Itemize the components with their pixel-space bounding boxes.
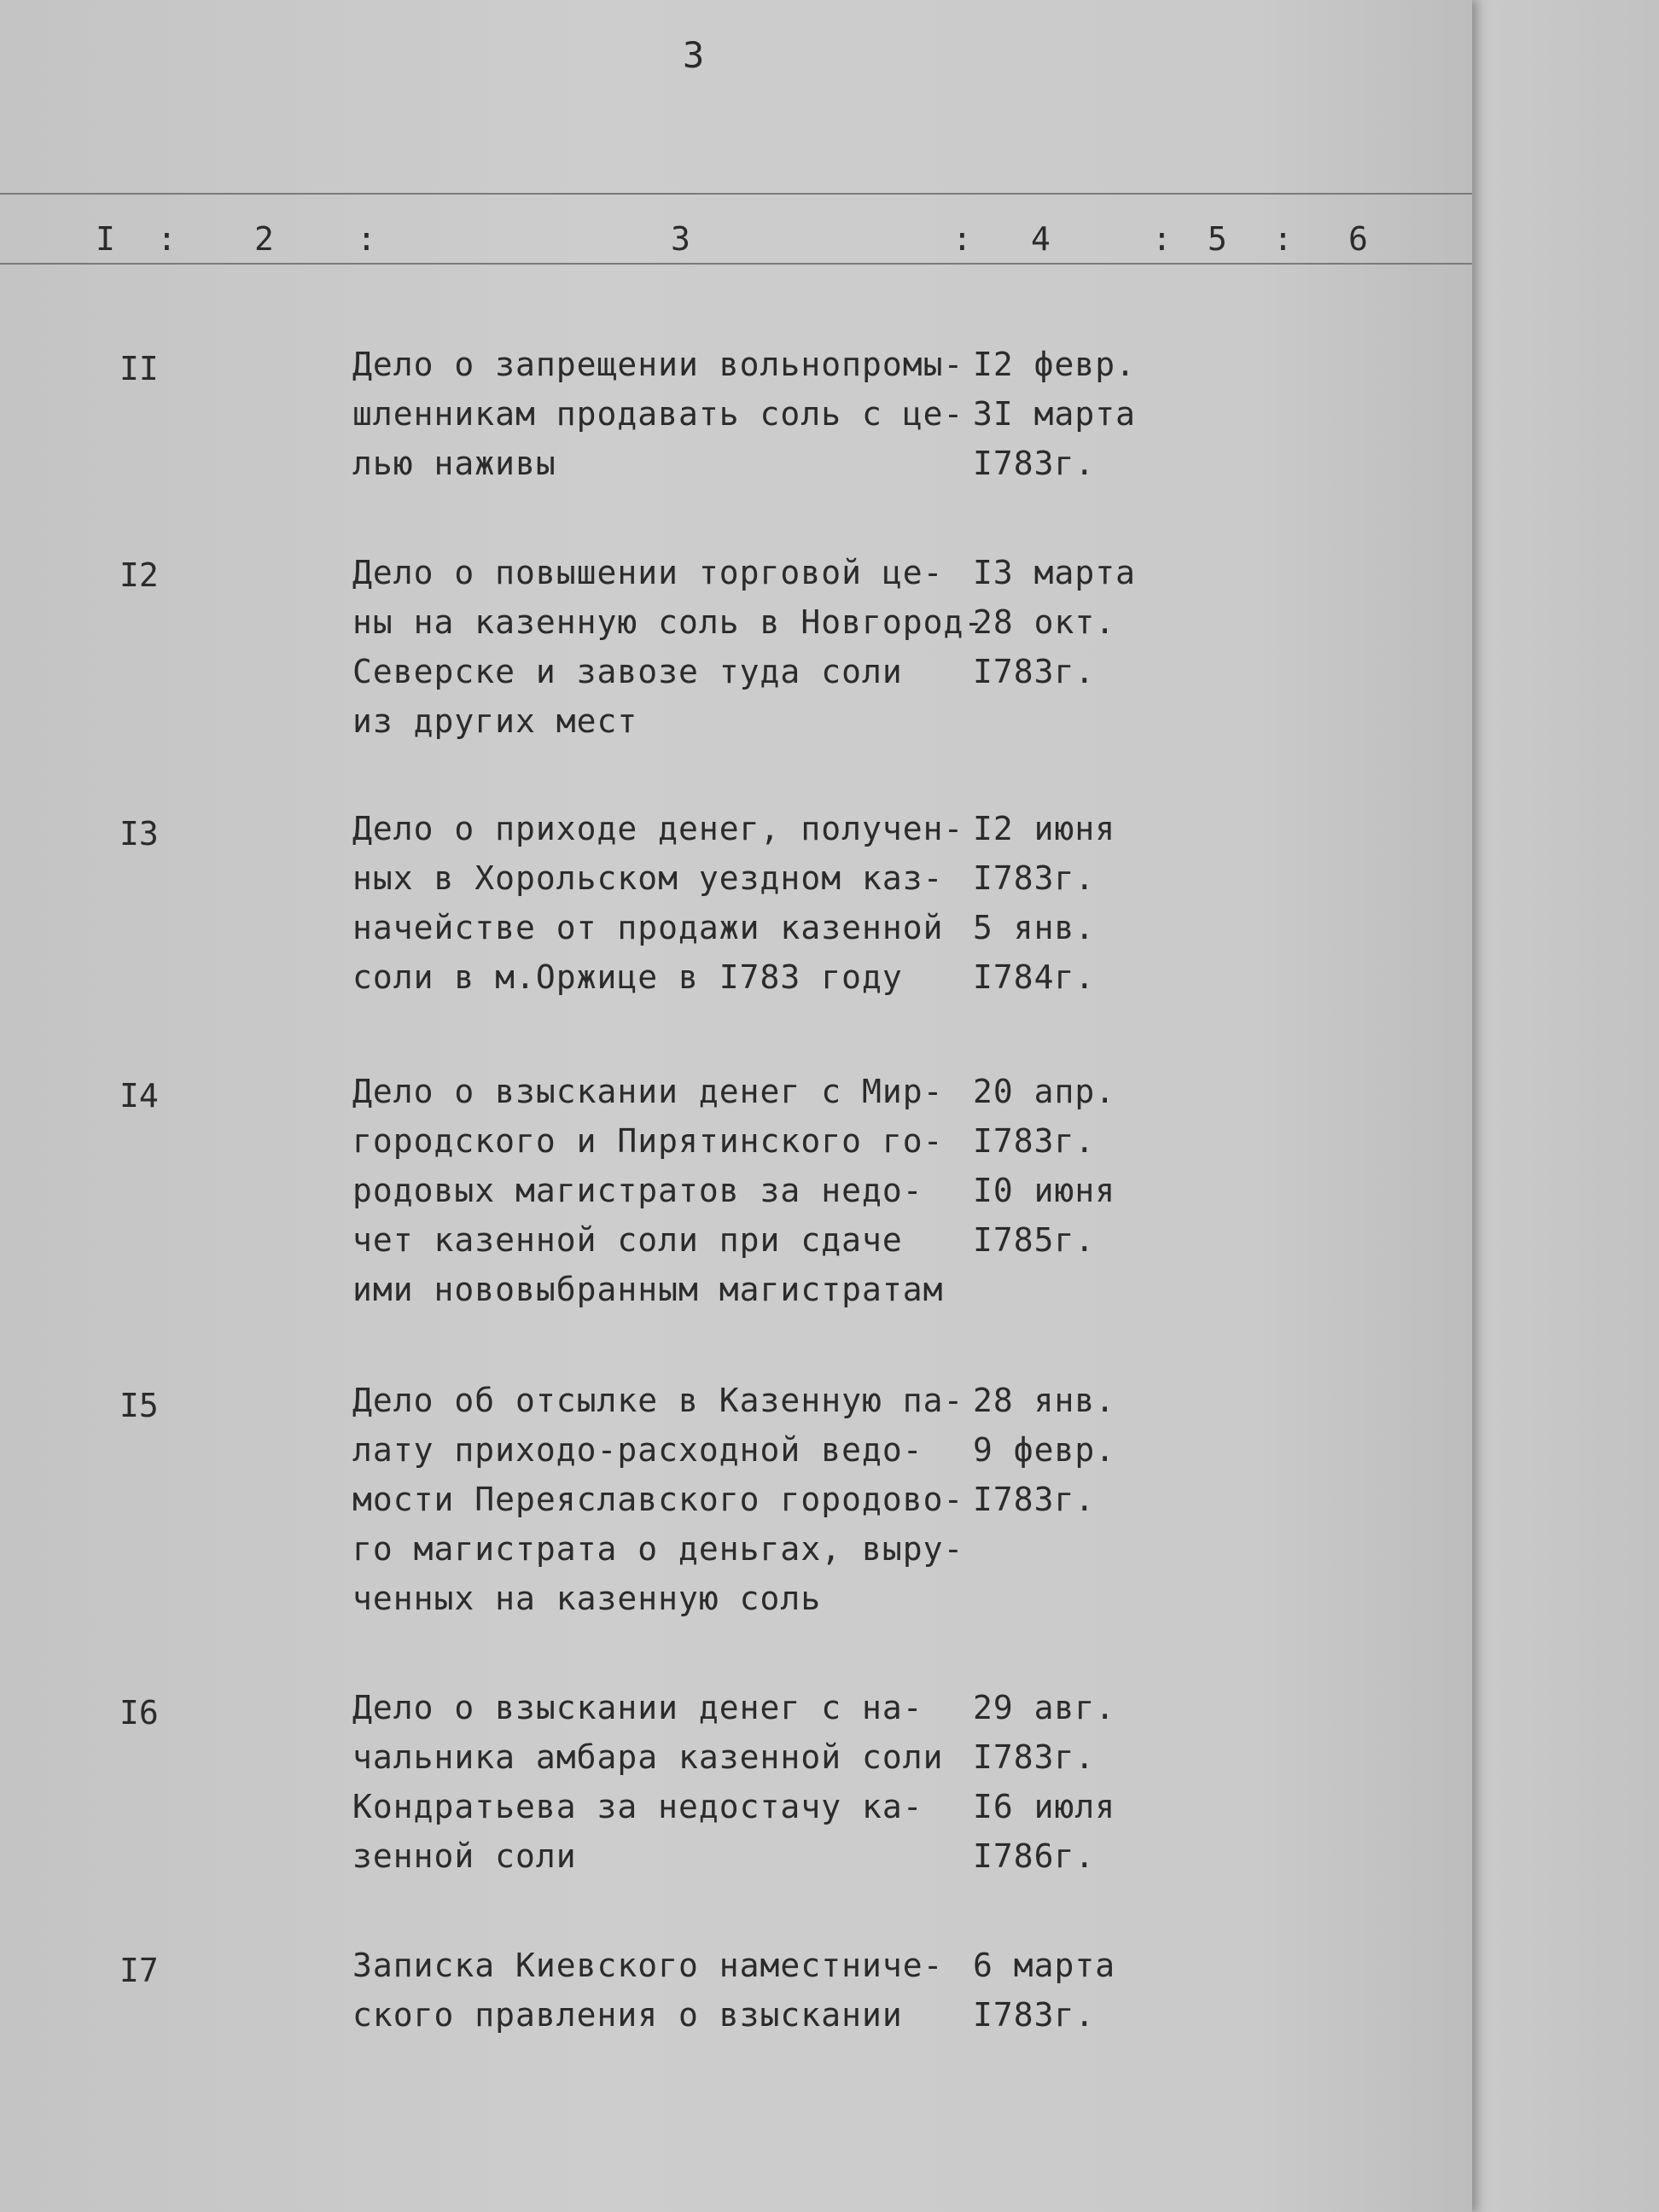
row-title-line: Дело о повышении торговой це- xyxy=(352,554,944,591)
row-date-line: I783г. xyxy=(973,1122,1096,1160)
row-date-line: I2 февр. xyxy=(973,346,1137,383)
row-title-line: лату приходо-расходной ведо- xyxy=(352,1431,923,1469)
column-separator: : xyxy=(952,220,972,258)
row-date-line: I783г. xyxy=(973,1738,1096,1776)
row-date-line: I783г. xyxy=(973,859,1096,897)
background-sheet xyxy=(1451,0,1659,2212)
row-title-line: ими нововыбранным магистратам xyxy=(352,1271,944,1308)
row-number: I2 xyxy=(119,556,159,594)
column-header-2: 2 xyxy=(254,220,274,258)
row-date-line: I783г. xyxy=(973,445,1096,482)
row-dates xyxy=(973,1376,1115,1524)
column-separator: : xyxy=(157,220,177,258)
row-dates xyxy=(973,340,1136,488)
header-rule-top xyxy=(0,193,1472,195)
column-separator: : xyxy=(1152,220,1172,258)
column-header-3: 3 xyxy=(671,220,690,258)
row-title xyxy=(352,548,984,746)
row-date-line: I0 июня xyxy=(973,1172,1116,1209)
row-title-line: ского правления о взыскании xyxy=(352,1996,903,2034)
row-title xyxy=(352,804,963,1002)
row-title-line: Дело о взыскании денег с на- xyxy=(352,1689,923,1726)
row-date-line: 28 янв. xyxy=(973,1382,1116,1419)
row-title-line: Дело об отсылке в Казенную па- xyxy=(352,1382,964,1419)
row-date-line: I783г. xyxy=(973,1996,1096,2034)
row-title-line: из других мест xyxy=(352,702,638,740)
row-date-line: I6 июля xyxy=(973,1788,1116,1825)
row-number: I6 xyxy=(119,1694,159,1732)
row-dates xyxy=(973,1941,1115,2040)
column-header-4: 4 xyxy=(1031,220,1051,258)
row-title-line: ных в Хорольском уездном каз- xyxy=(352,859,944,897)
row-date-line: I785г. xyxy=(973,1221,1096,1259)
row-title-line: ны на казенную соль в Новгород- xyxy=(352,603,985,641)
row-date-line: I784г. xyxy=(973,958,1096,996)
row-title-line: Кондратьева за недостачу ка- xyxy=(352,1788,923,1825)
row-date-line: I783г. xyxy=(973,653,1096,690)
row-number: I4 xyxy=(119,1077,159,1115)
row-date-line: I783г. xyxy=(973,1481,1096,1518)
row-title-line: Дело о запрещении вольнопромы- xyxy=(352,346,964,383)
row-title-line: родовых магистратов за недо- xyxy=(352,1172,923,1209)
column-separator: : xyxy=(357,220,376,258)
row-title-line: городского и Пирятинского го- xyxy=(352,1122,944,1160)
row-title-line: Дело о взыскании денег с Мир- xyxy=(352,1073,944,1110)
column-header-6: 6 xyxy=(1348,220,1368,258)
row-dates xyxy=(973,548,1136,696)
row-date-line: 29 авг. xyxy=(973,1689,1116,1726)
row-date-line: 28 окт. xyxy=(973,603,1116,641)
row-dates xyxy=(973,1067,1115,1265)
row-date-line: I2 июня xyxy=(973,810,1116,847)
row-date-line: 20 апр. xyxy=(973,1073,1116,1110)
row-title-line: мости Переяславского городово- xyxy=(352,1481,964,1518)
row-title-line: го магистрата о деньгах, выру- xyxy=(352,1530,964,1568)
page-number: 3 xyxy=(683,34,705,76)
column-header-1: I xyxy=(96,220,115,258)
header-rule-bottom xyxy=(0,263,1472,265)
row-title-line: лью наживы xyxy=(352,445,556,482)
row-title-line: начействе от продажи казенной xyxy=(352,909,944,946)
row-date-line: 6 марта xyxy=(973,1947,1116,1984)
row-date-line: 9 февр. xyxy=(973,1431,1116,1469)
row-title xyxy=(352,1376,963,1623)
row-dates xyxy=(973,804,1115,1002)
row-dates xyxy=(973,1683,1115,1881)
row-title xyxy=(352,340,963,488)
column-separator: : xyxy=(1273,220,1293,258)
row-title-line: Дело о приходе денег, получен- xyxy=(352,810,964,847)
row-date-line: I786г. xyxy=(973,1837,1096,1875)
row-title xyxy=(352,1067,943,1314)
row-title-line: чет казенной соли при сдаче xyxy=(352,1221,903,1259)
row-number: II xyxy=(119,350,159,387)
row-date-line: I3 марта xyxy=(973,554,1137,591)
row-title-line: соли в м.Оржице в I783 году xyxy=(352,958,903,996)
column-header-5: 5 xyxy=(1208,220,1227,258)
row-date-line: 3I марта xyxy=(973,395,1137,433)
row-title-line: чальника амбара казенной соли xyxy=(352,1738,944,1776)
row-title-line: зенной соли xyxy=(352,1837,577,1875)
row-title-line: Записка Киевского наместниче- xyxy=(352,1947,944,1984)
row-date-line: 5 янв. xyxy=(973,909,1096,946)
row-title xyxy=(352,1941,943,2040)
row-title-line: ченных на казенную соль xyxy=(352,1580,822,1617)
row-number: I5 xyxy=(119,1387,159,1424)
row-title-line: шленникам продавать соль с це- xyxy=(352,395,964,433)
row-number: I3 xyxy=(119,815,159,853)
row-number: I7 xyxy=(119,1952,159,1989)
row-title xyxy=(352,1683,943,1881)
row-title-line: Северске и завозе туда соли xyxy=(352,653,903,690)
